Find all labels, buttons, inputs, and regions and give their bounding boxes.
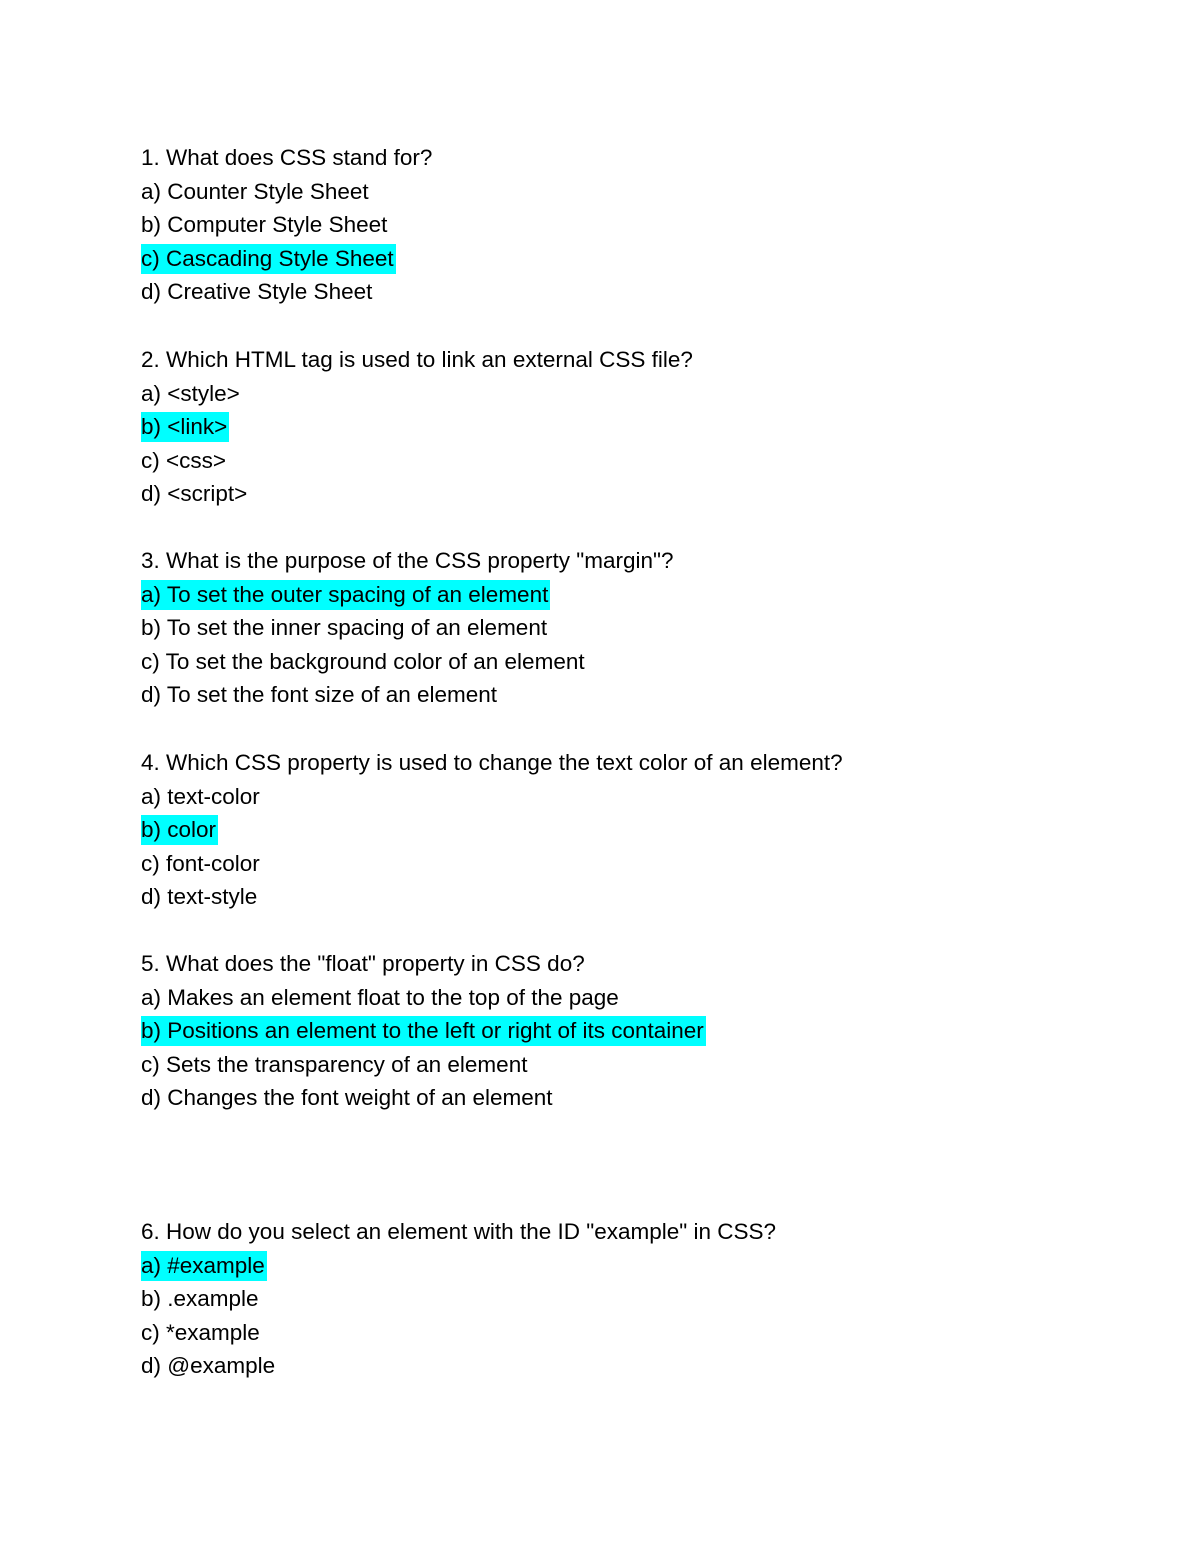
option-c: c) *example [141, 1319, 260, 1345]
option-a: a) Counter Style Sheet [141, 178, 369, 204]
option-b-highlighted [141, 813, 1041, 847]
option-d: d) To set the font size of an element [141, 682, 498, 708]
question-block-4 [141, 746, 1041, 914]
option-b-highlighted [141, 1014, 1041, 1048]
option-a: a) Makes an element float to the top of the page [141, 984, 619, 1010]
answer-highlight: b) color [141, 815, 218, 845]
question-block-3 [141, 544, 1041, 712]
question-text: 3. What is the purpose of the CSS property "margin"? [141, 548, 674, 573]
option-b-highlighted [141, 410, 1041, 444]
question-text: 6. How do you select an element with the ID "example" in CSS? [141, 1219, 777, 1244]
option-b: b) To set the inner spacing of an element [141, 615, 548, 641]
option-c-highlighted [141, 242, 1041, 276]
answer-highlight: c) Cascading Style Sheet [141, 244, 396, 274]
option-d: d) @example [141, 1353, 276, 1379]
question-text: 5. What does the "float" property in CSS do? [141, 951, 585, 976]
option-d: d) text-style [141, 884, 258, 910]
option-a: a) text-color [141, 783, 260, 809]
answer-highlight: b) Positions an element to the left or right of its container [141, 1016, 706, 1046]
option-a: a) <style> [141, 380, 240, 406]
option-b: b) .example [141, 1286, 259, 1312]
question-block-1 [141, 141, 1041, 309]
question-block-2 [141, 343, 1041, 511]
option-c: c) <css> [141, 447, 227, 473]
question-text: 4. Which CSS property is used to change the text color of an element? [141, 750, 843, 775]
option-d: d) Creative Style Sheet [141, 279, 373, 305]
question-text: 2. Which HTML tag is used to link an external CSS file? [141, 347, 693, 372]
option-d: d) <script> [141, 481, 248, 507]
question-block-6 [141, 1215, 1041, 1383]
option-a-highlighted [141, 578, 1041, 612]
question-text: 1. What does CSS stand for? [141, 145, 433, 170]
option-d: d) Changes the font weight of an element [141, 1085, 553, 1111]
answer-highlight: a) #example [141, 1251, 267, 1281]
option-a-highlighted [141, 1249, 1041, 1283]
option-c: c) Sets the transparency of an element [141, 1051, 528, 1077]
answer-highlight: b) <link> [141, 412, 229, 442]
option-b: b) Computer Style Sheet [141, 212, 388, 238]
answer-highlight: a) To set the outer spacing of an element [141, 580, 550, 610]
option-c: c) To set the background color of an element [141, 648, 585, 674]
question-block-5 [141, 947, 1041, 1115]
option-c: c) font-color [141, 850, 260, 876]
